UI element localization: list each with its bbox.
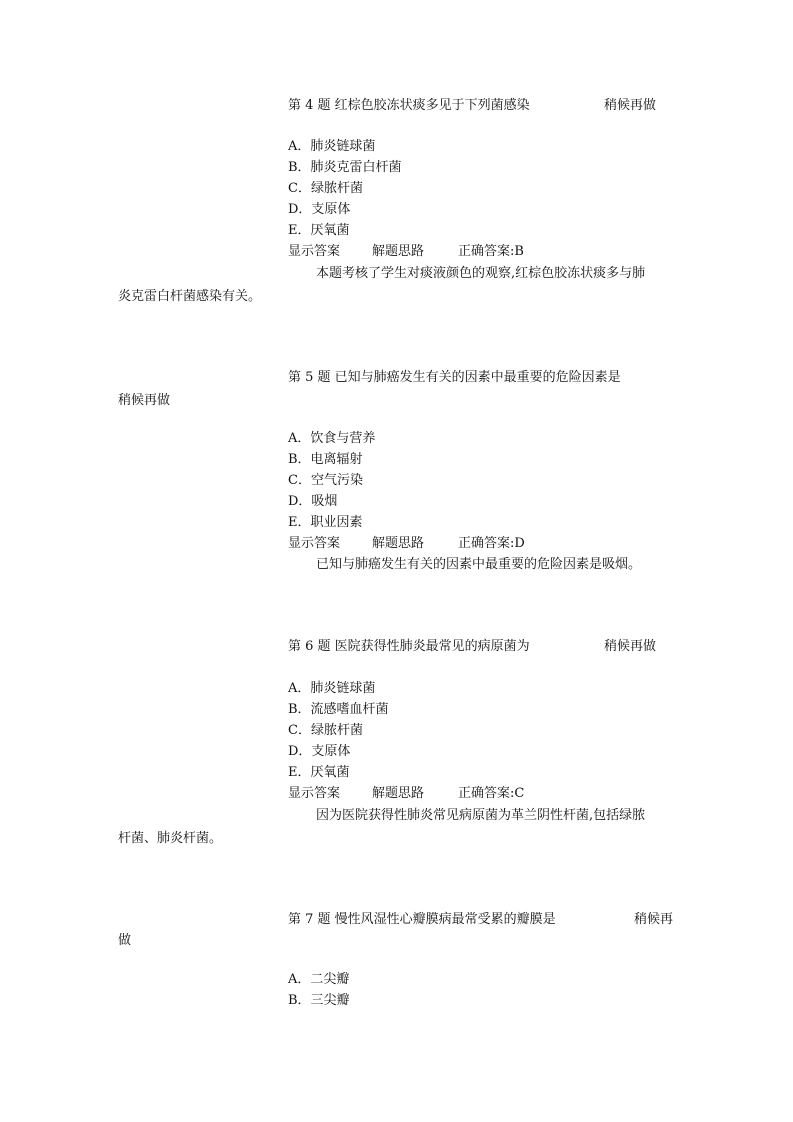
question-4-option-e[interactable]: E．厌氧菌 — [288, 223, 350, 238]
question-6-solution-button[interactable]: 解题思路 — [372, 786, 425, 801]
question-4-show-answer-button[interactable]: 显示答案 — [288, 244, 341, 259]
question-6-option-a[interactable]: A．肺炎链球菌 — [288, 681, 376, 696]
question-7-title: 第 7 题 慢性风湿性心瓣膜病最常受累的瓣膜是 — [288, 912, 556, 927]
question-4-explanation-line-2: 炎克雷白杆菌感染有关。 — [118, 289, 262, 304]
question-5-show-answer-button[interactable]: 显示答案 — [288, 536, 341, 551]
question-6-option-d[interactable]: D．支原体 — [288, 744, 351, 759]
question-5-solution-button[interactable]: 解题思路 — [372, 536, 425, 551]
question-5-later-link[interactable]: 稍候再做 — [118, 393, 171, 408]
question-4-option-d[interactable]: D．支原体 — [288, 202, 351, 217]
question-4-option-b[interactable]: B．肺炎克雷白杆菌 — [288, 160, 402, 175]
question-6-show-answer-button[interactable]: 显示答案 — [288, 786, 341, 801]
question-6-option-b[interactable]: B．流感嗜血杆菌 — [288, 702, 389, 717]
question-5-option-a[interactable]: A．饮食与营养 — [288, 431, 376, 446]
question-5-option-e[interactable]: E．职业因素 — [288, 515, 363, 530]
question-6-later-link[interactable]: 稍候再做 — [604, 639, 657, 654]
question-6-explanation-line-1: 因为医院获得性肺炎常见病原菌为革兰阴性杆菌,包括绿脓 — [316, 808, 646, 823]
question-6-option-c[interactable]: C．绿脓杆菌 — [288, 723, 363, 738]
question-4-explanation-line-1: 本题考核了学生对痰液颜色的观察,红棕色胶冻状痰多与肺 — [316, 266, 646, 281]
question-5-correct-answer: 正确答案:D — [458, 536, 525, 551]
question-4-title: 第 4 题 红棕色胶冻状痰多见于下列菌感染 — [288, 98, 530, 113]
question-4-correct-answer: 正确答案:B — [458, 244, 524, 259]
question-5-option-d[interactable]: D．吸烟 — [288, 494, 338, 509]
question-7-option-a[interactable]: A．二尖瓣 — [288, 972, 350, 987]
question-5-explanation-line-1: 已知与肺癌发生有关的因素中最重要的危险因素是吸烟。 — [316, 557, 642, 572]
question-6-option-e[interactable]: E．厌氧菌 — [288, 765, 350, 780]
question-5-title: 第 5 题 已知与肺癌发生有关的因素中最重要的危险因素是 — [288, 370, 621, 385]
question-4-option-a[interactable]: A．肺炎链球菌 — [288, 139, 376, 154]
question-4-solution-button[interactable]: 解题思路 — [372, 244, 425, 259]
question-7-option-b[interactable]: B．三尖瓣 — [288, 993, 350, 1008]
question-4-option-c[interactable]: C．绿脓杆菌 — [288, 181, 363, 196]
question-6-correct-answer: 正确答案:C — [458, 786, 525, 801]
question-6-explanation-line-2: 杆菌、肺炎杆菌。 — [118, 831, 223, 846]
question-7-later-link-wrap[interactable]: 做 — [118, 933, 132, 948]
question-7-later-link[interactable]: 稍候再 — [634, 912, 674, 927]
question-5-option-c[interactable]: C．空气污染 — [288, 473, 363, 488]
question-5-option-b[interactable]: B．电离辐射 — [288, 452, 363, 467]
question-4-later-link[interactable]: 稍候再做 — [604, 98, 657, 113]
question-6-title: 第 6 题 医院获得性肺炎最常见的病原菌为 — [288, 639, 530, 654]
